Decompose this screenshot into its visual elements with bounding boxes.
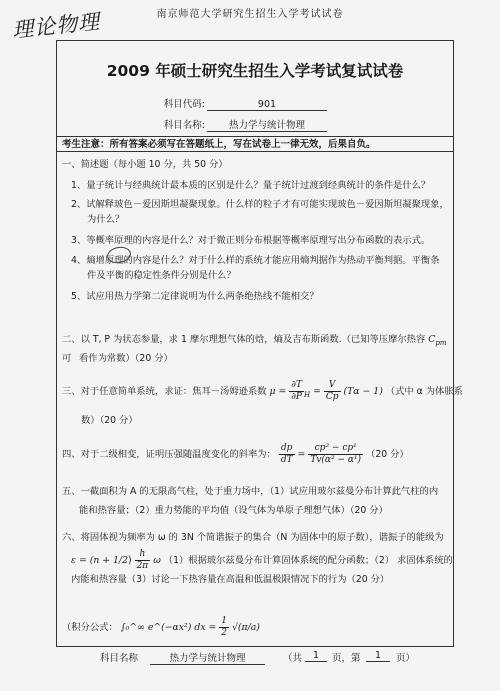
subject-name-label: 科目名称: (163, 120, 205, 131)
formula-hint (62, 616, 260, 639)
q2-text: 二、以 T, P 为状态参量，求 1 摩尔理想气体的焓，熵及吉布斯函数.（已知等压摩尔热容 (62, 334, 426, 345)
footer-page: 1 (366, 650, 390, 662)
formula-hint-half-num: 1 (221, 616, 227, 626)
q6-h-num: h (135, 549, 151, 561)
q3-mu: μ = (269, 386, 287, 397)
q2-cp-letter: C (428, 334, 436, 345)
q3-partial-den: ∂P (291, 392, 302, 402)
q4-eq: = (297, 449, 306, 460)
q3-sub-h: H (304, 390, 311, 399)
footer-label: 科目名称 (100, 653, 139, 664)
q4-score: （20 分） (366, 449, 409, 460)
q1-item-5: 5、试应用热力学第二定律说明为什么两条绝热线不能相交？ (71, 291, 319, 302)
q1-item-2: 2、试解释玻色－爱因斯坦凝聚现象。什么样的粒子才有可能实现玻色－爱因斯坦凝聚现象， (71, 199, 449, 210)
q3-v-frac (324, 380, 341, 403)
q4-rhs-den: Tv(α² − α¹) (310, 455, 362, 465)
q6-line3: 内能和热容量（3）讨论一下热容量在高温和低温极限情况下的行为（20 分） (71, 574, 390, 585)
subject-name-value: 热力学与统计物理 (207, 117, 327, 132)
q3-partial-frac (289, 380, 304, 403)
q3-line2: 数）（20 分） (81, 415, 138, 426)
formula-hint-integral: ∫₀^∞ e^(−αx²) dx = (120, 622, 220, 633)
notice-bar: 考生注意：所有答案必须写在答题纸上，写在试卷上一律无效，后果自负。 (57, 136, 453, 152)
q4-lhs-den: dT (280, 455, 293, 465)
handwritten-note: 理论物理 (11, 9, 102, 43)
q1-item-4-cont: 件及平衡的稳定性条件分别是什么？ (87, 270, 236, 281)
exam-header: 南京师范大学研究生招生入学考试试卷 (156, 9, 344, 20)
q3-partial-num: ∂T (289, 380, 304, 392)
exam-title: 2009 年硕士研究生招生入学考试复试试卷 (106, 62, 404, 80)
q4-rhs-num: cp² − cp¹ (308, 443, 363, 455)
q6-line1: 六、将固体视为频率为 ω 的 3N 个简谐振子的集合（N 为固体中的原子数），谐振子的能级为 (62, 532, 444, 543)
q4-text: 四、对于二级相变，证明压强随温度变化的斜率为： (62, 449, 276, 460)
formula-hint-half-den: 2 (221, 628, 227, 638)
q3-line1 (62, 380, 463, 403)
q6-half: 1/2 (113, 555, 128, 566)
q2-cp-subscript: pm (435, 338, 447, 347)
exam-frame (56, 40, 463, 647)
q6-h-den: 2π (136, 561, 149, 571)
footer-end: 页） (396, 653, 416, 664)
q6-line2-rest: （1）根据玻尔兹曼分布计算固体系统的配分函数；（2） 求固体系统的 (163, 555, 453, 566)
q3-rest: (Tα − 1) (343, 386, 383, 397)
formula-hint-label: （积分公式： (62, 622, 118, 633)
q6-h-frac (135, 549, 151, 572)
subject-code-label: 科目代码: (163, 99, 205, 110)
subject-name-row (117, 117, 327, 132)
q2-end: 可 (62, 352, 72, 364)
footer-total-label: （共 (283, 653, 303, 664)
q6-omega: ω (153, 555, 161, 566)
q2-line2: 看作为常数）（20 分） (79, 353, 173, 364)
q1-item-4: 4、熵增原理的内容是什么？对于什么样的系统才能应用熵判据作为热动平衡判据。平衡条 (71, 255, 440, 266)
formula-hint-half (219, 616, 229, 639)
subject-code-value: 901 (207, 99, 327, 111)
subject-code-row (117, 96, 327, 111)
footer-total: 1 (305, 650, 327, 662)
q4-rhs-frac (308, 443, 363, 466)
q1-item-2-cont: 为什么？ (87, 214, 125, 225)
q5-line2: 能和热容量；（2）重力势能的平均值（设气体为单原子理想气体）（20 分） (79, 505, 388, 516)
q3-text-b: （式中 α 为体胀系 (385, 386, 463, 397)
q5-line1: 五、一截面积为 A 的无限高气柱，处于重力场中，（1）试应用玻尔兹曼分布计算此气柱的内 (62, 486, 439, 497)
q6-line2: ε = (n + 1/2) $\frac{h}{2\pi}$ ω （1）根据玻尔兹曼分布计算固体系统的配分函数；（2） 求固体系统的 (71, 549, 453, 571)
q1-item-1: 1、量子统计与经典统计最本质的区别是什么？量子统计过渡到经典统计的条件是什么？ (71, 180, 431, 191)
formula-hint-sqrt: √(π/a) (231, 622, 260, 633)
section1-heading: 一、简述题（每小题 10 分，共 50 分） (62, 159, 228, 170)
q6-eps: ε = (n + (71, 555, 114, 566)
q2-cp-symbol (428, 334, 446, 345)
q4-line (62, 443, 409, 466)
q3-v-den: Cp (325, 392, 339, 402)
footer-subject: 热力学与统计物理 (150, 650, 265, 665)
q3-v-num: V (324, 380, 341, 392)
q3-eq: = (313, 386, 321, 397)
footer-page-word: 页，第 (332, 653, 361, 664)
q3-text-a: 三、对于任意简单系统，求证：焦耳－汤姆逊系数 (62, 386, 267, 397)
q4-lhs-num: dp (279, 443, 295, 455)
q1-item-3: 3、等概率原理的内容是什么？对于微正则分布根据等概率原理写出分布函数的表示式。 (71, 235, 431, 246)
q4-lhs-frac (279, 443, 295, 466)
